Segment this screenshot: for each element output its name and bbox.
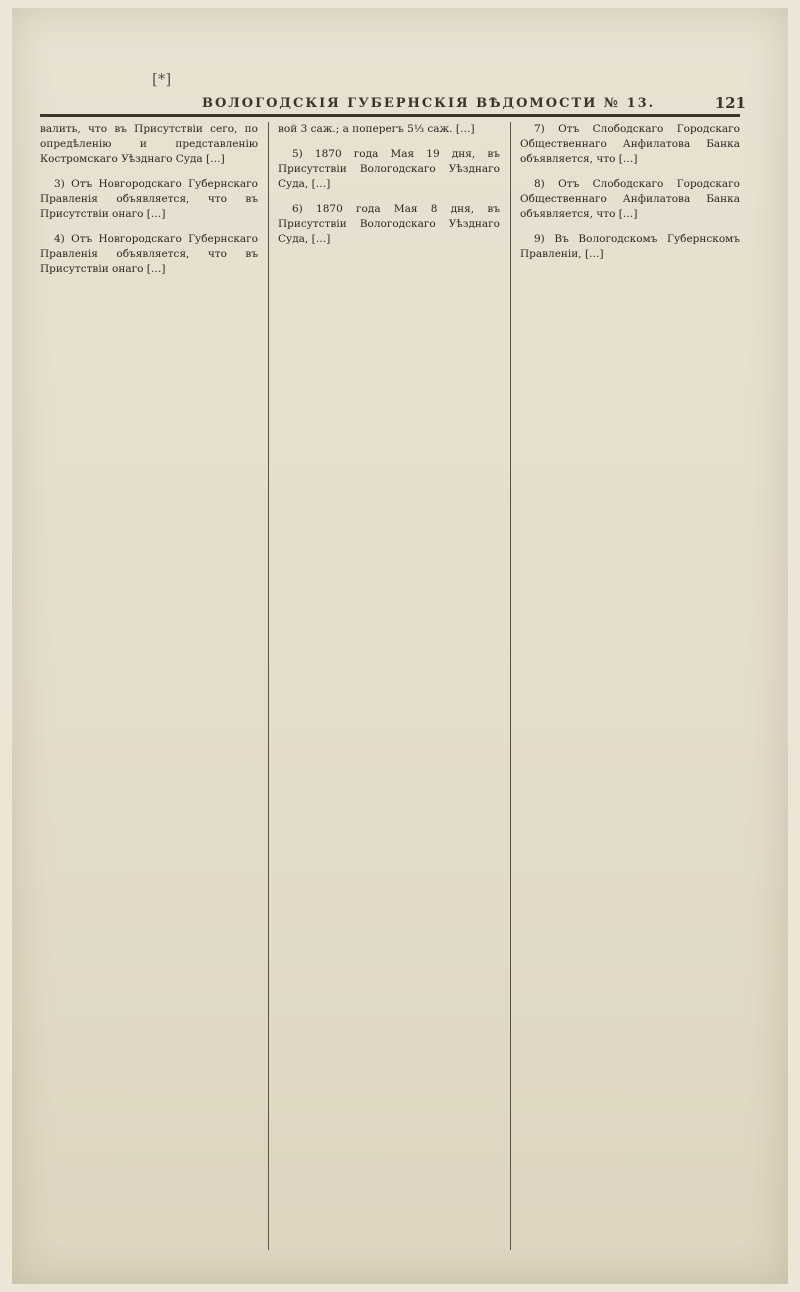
column-1: [40, 122, 258, 1250]
newspaper-title: ВОЛОГОДСКІЯ ГУБЕРНСКІЯ ВѢДОМОСТИ № 13.: [202, 96, 656, 111]
column-2: [278, 122, 500, 1250]
column-divider: [510, 122, 511, 1250]
header-rule: [40, 114, 740, 117]
text-columns: [40, 122, 740, 1250]
notice-text: 6) 1870 года Мая 8 дня, въ Присутствіи Вологодскаго Уѣзднаго Суда, […]: [278, 203, 500, 245]
handwritten-mark: [*]: [152, 70, 172, 88]
notice-text: 5) 1870 года Мая 19 дня, въ Присутствіи Вологодскаго Уѣзднаго Суда, […]: [278, 148, 500, 190]
page-number: 121: [714, 94, 746, 112]
notice-text: 8) Отъ Слободскаго Городскаго Общественнаго Анфилатова Банка объявляется, что […]: [520, 178, 740, 220]
notice-text: 9) Въ Вологодскомъ Губернскомъ Правленіи, […]: [520, 233, 740, 260]
notice-text: 4) Отъ Новгородскаго Губернскаго Правленія объявляется, что въ Присутствіи онаго […]: [40, 233, 258, 275]
notice-text: валить, что въ Присутствіи сего, по опредѣленію и представленію Костромскаго Уѣзднаго Суда […]: [40, 123, 258, 165]
notice-text: 3) Отъ Новгородскаго Губернскаго Правленія объявляется, что въ Присутствіи онаго […]: [40, 178, 258, 220]
notice-text: вой 3 саж.; а поперегъ 5⅓ саж. […]: [278, 123, 475, 135]
column-divider: [268, 122, 269, 1250]
column-3: [520, 122, 740, 1250]
notice-text: 7) Отъ Слободскаго Городскаго Общественнаго Анфилатова Банка объявляется, что […]: [520, 123, 740, 165]
